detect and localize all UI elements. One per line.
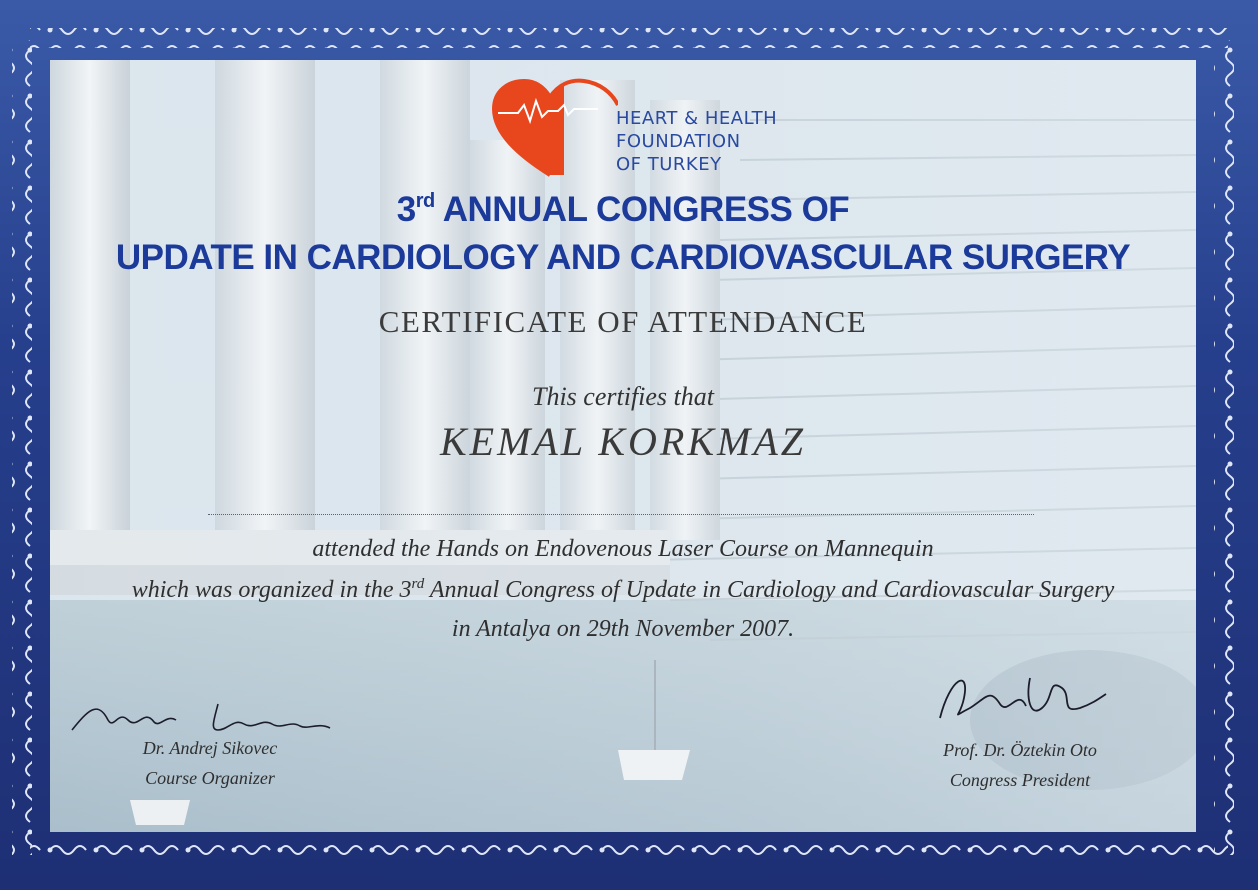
certifies-intro: This certifies that <box>532 382 714 411</box>
name-underline <box>208 514 1034 515</box>
ordinal-suffix: rd <box>415 190 435 212</box>
left-signature <box>68 690 348 740</box>
congress-title-line-1 <box>50 190 1196 230</box>
left-signatory-name: Dr. Andrej Sikovec <box>142 738 278 758</box>
logo-line-3: OF TURKEY <box>616 154 722 175</box>
body-line-1: attended the Hands on Endovenous Laser Course on Mannequin <box>312 536 934 562</box>
certificate-title: CERTIFICATE OF ATTENDANCE <box>378 304 868 339</box>
body-line-2 <box>50 576 1196 604</box>
recipient-name: KEMAL KORKMAZ <box>439 419 807 464</box>
body-line-3: in Antalya on 29th November 2007. <box>451 616 795 642</box>
body-line-2-end: Annual Congress of Update in Cardiology and Cardiovascular Surgery <box>424 577 1115 603</box>
certificate-body <box>50 60 1196 832</box>
body-line-2-start: which was organized in the 3 <box>131 577 412 603</box>
ordinal-number: 3 <box>396 190 416 229</box>
right-signatory-role: Congress President <box>949 770 1091 790</box>
right-signatory-name: Prof. Dr. Öztekin Oto <box>943 740 1097 760</box>
congress-title-rest: ANNUAL CONGRESS OF <box>434 190 850 229</box>
body-line-2-sup: rd <box>411 576 425 592</box>
logo-line-2: FOUNDATION <box>616 131 741 152</box>
left-signatory-role: Course Organizer <box>145 768 275 788</box>
logo-line-1: HEART & HEALTH <box>616 108 778 129</box>
congress-title-line-2: UPDATE IN CARDIOLOGY AND CARDIOVASCULAR SURGERY <box>115 238 1131 277</box>
foundation-name <box>616 107 777 176</box>
right-signature <box>930 658 1110 738</box>
foundation-logo <box>488 75 828 195</box>
heart-icon <box>488 75 618 185</box>
